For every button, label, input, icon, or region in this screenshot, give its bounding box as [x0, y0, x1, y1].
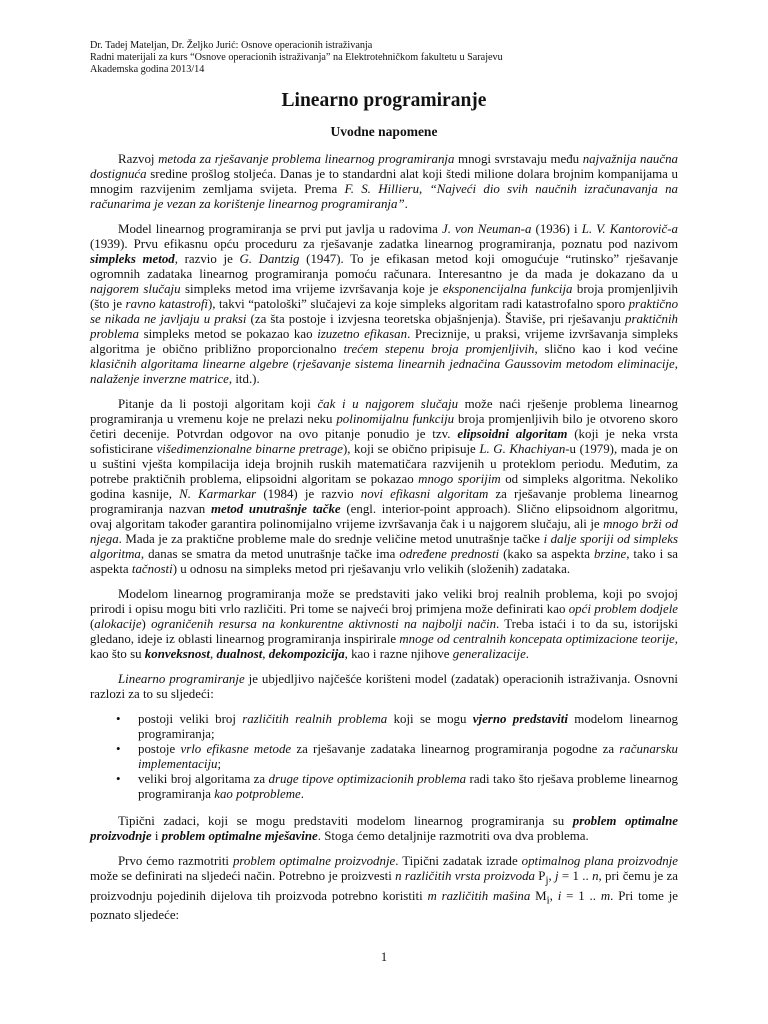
paragraph-history: Model linearnog programiranja se prvi put javlja u radovima J. von Neuman-a (1936) i L. V. Kantorovič-a (1939). Prvu efikasnu opću proceduru za rješavanje zadatka linearnog programiranja, poznatu pod nazivom simpleks metod, razvio je G. Dantzig (1947). To je efikasan metod koji omogućuje “rutinsko” rješavanje ogromnih zadataka linearnog programiranja pomoću računara. Interesantno je da mada je dokazano da u najgorem slučaju simpleks metod ima vrijeme izvršavanja koje je eksponencijalna funkcija broja promjenljivih (što je ravno katastrofi), takvi “patološki” slučajevi za koje simpleks algoritam radi katastrofalno sporo praktično se nikada ne javljaju u praksi (za šta postoje i izvjesna teoretska objašnjenja). Štaviše, pri rješavanju praktičnih problema simpleks metod se pokazao kao izuzetno efikasan. Preciznije, u praksi, vrijeme izvršavanja simpleks algoritma je obično približno proporcionalno trećem stepenu broja promjenljivih, slično kao i kod većine klasičnih algoritama linearne algebre (rješavanje sistema linearnih jednačina Gaussovim metodom eliminacije, nalaženje inverzne matrice, itd.).: [90, 222, 679, 386]
reasons-list: [90, 712, 678, 802]
paragraph-algorithms: Pitanje da li postoji algoritam koji čak i u najgorem slučaju može naći rješenje problema linearnog programiranja u vremenu koje ne prelazi neku polinomijalnu funkciju broja promjenljivih bilo je otvoreno skoro četiri decenije. Potvrdan odgovor na ovo pitanje ponudio je tzv. elipsoidni algoritam (koji je neka vrsta sofisticirane višedimenzionalne binarne pretrage), koji se obično pripisuje L. G. Khachiyan-u (1979), mada je on u suštini vješta kompilacija ideja brojnih ruskih matematičara razvijenih u proteklom periodu. Međutim, za potrebe praktičnih problema, elipsoidni algoritam se pokazao mnogo sporijim od simpleks algoritma. Nekoliko godina kasnije, N. Karmarkar (1984) je razvio novi efikasni algoritam za rješavanje problema linearnog programiranja nazvan metod unutrašnje tačke (engl. interior-point approach). Slično elipsoidnom algoritmu, ovaj algoritam također garantira polinomijalno vrijeme izvršavanja čak i u najgorem slučaju, ali je mnogo brži od njega. Mada je za praktične probleme male do srednje veličine metod unutrašnje tačke i dalje sporiji od simpleks algoritma, danas se smatra da metod unutrašnje tačke ima određene prednosti (kako sa aspekta brzine, tako i sa aspekta tačnosti) u odnosu na simpleks metod pri rješavanju vrlo velikih (složenih) zadataka.: [90, 397, 678, 576]
list-item: • postoji veliki broj različitih realnih problema koji se mogu vjerno predstaviti modelom linearnog programiranja;: [116, 712, 679, 741]
paragraph-typical-tasks: Tipični zadaci, koji se mogu predstaviti modelom linearnog programiranja su problem optimalne proizvodnje i problem optimalne mješavine. Stoga ćemo detaljnije razmotriti ova dva problema.: [90, 814, 678, 843]
section-subtitle: Uvodne napomene: [330, 124, 438, 139]
bullet-icon: •: [116, 772, 121, 786]
paragraph-reasons-intro: Linearno programiranje je ubjedljivo najčešće korišteni model (zadatak) operacionih istraživanja. Osnovni razlozi za to su sljedeći:: [90, 672, 678, 701]
bullet-icon: •: [116, 712, 121, 726]
paragraph-intro: Razvoj metoda za rješavanje problema linearnog programiranja mnogi svrstavaju među najvažnija naučna dostignuća sredine prošlog stoljeća. Danas je to standardni alat koji štedi milione dolara brojnim kompanijama u mnogim razvijenim zemljama svijeta. Prema F. S. Hillieru, “Najveći dio svih naučnih izračunavanja na računarima je vezan za korištenje linearnog programiranja”.: [90, 152, 679, 211]
header-course: Radni materijali za kurs “Osnove operacionih istraživanja” na Elektrotehničkom fakultetu u Sarajevu: [90, 52, 503, 63]
page-number: 1: [380, 950, 388, 964]
list-item: • postoje vrlo efikasne metode za rješavanje zadataka linearnog programiranja pogodne za računarsku implementaciju;: [116, 742, 678, 771]
document-header: [90, 40, 503, 76]
page-title: Linearno programiranje: [281, 90, 487, 111]
document-body: [90, 152, 678, 923]
bullet-icon: •: [116, 742, 121, 756]
header-year: Akademska godina 2013/14: [90, 64, 205, 75]
list-item: • veliki broj algoritama za druge tipove optimizacionih problema radi tako što rješava probleme linearnog programiranja kao potprobleme.: [116, 772, 679, 801]
header-authors: Dr. Tadej Mateljan, Dr. Željko Jurić: Osnove operacionih istraživanja: [90, 40, 373, 51]
paragraph-applications: Modelom linearnog programiranja može se predstaviti jako veliki broj realnih problema, koji po svojoj prirodi i opisu mogu biti vrlo različiti. Pri tome se najveći broj primjena može definirati kao opći problem dodjele (alokacije) ograničenih resursa na konkurentne aktivnosti na najbolji način. Treba istaći i to da su, istorijski gledano, ideje iz oblasti linearnog programiranja inspirirale mnoge od centralnih koncepata optimizacione teorije, kao što su konveksnost, dualnost, dekompozicija, kao i razne njihove generalizacije.: [90, 587, 679, 661]
paragraph-production-problem: Prvo ćemo razmotriti problem optimalne proizvodnje. Tipični zadatak izrade optimalnog plana proizvodnje može se definirati na sljedeći način. Potrebno je proizvesti n različitih vrsta proizvoda $P_j$, j = 1 .. n, pri čemu je za proizvodnju pojedinih dijelova tih proizvoda potrebno koristiti m različitih mašina $M_i$, i = 1 .. m. Pri tome je poznato sljedeće:: [90, 854, 679, 923]
